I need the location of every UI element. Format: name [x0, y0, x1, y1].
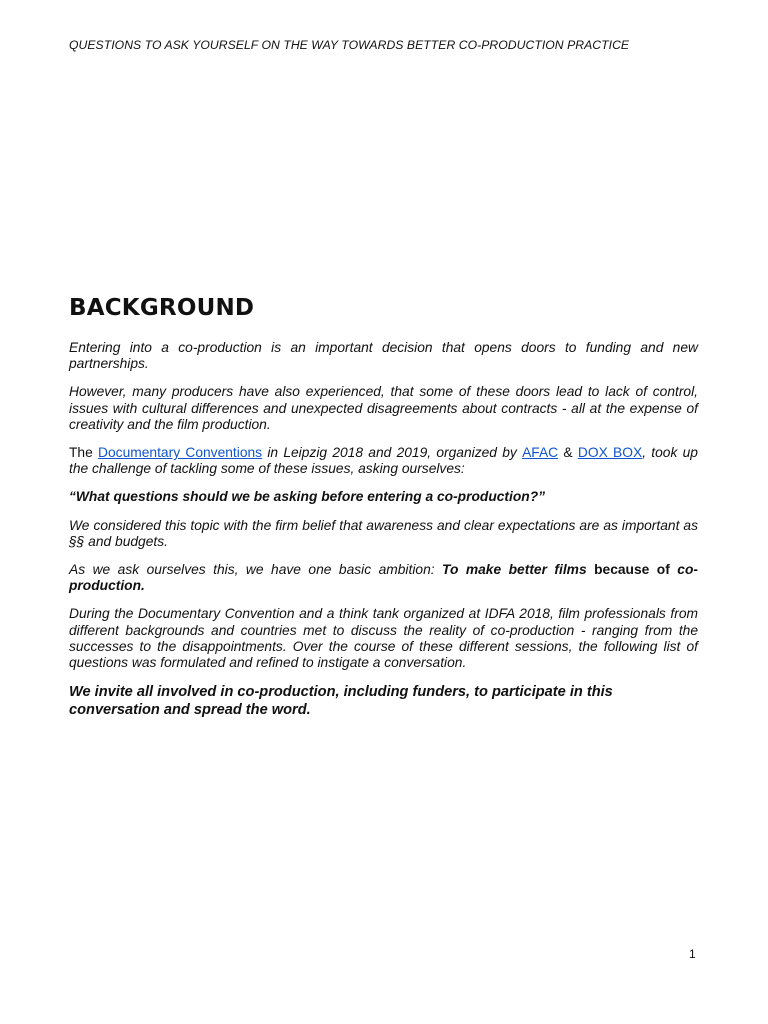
- running-header: QUESTIONS TO ASK YOURSELF ON THE WAY TOWARDS BETTER CO-PRODUCTION PRACTICE: [69, 38, 630, 52]
- paragraph-intro: Entering into a co-production is an important decision that opens doors to funding and new partnerships.: [69, 340, 698, 372]
- ambition-bold-3: co-production.: [69, 562, 698, 594]
- paragraph-conventions-mid: in Leipzig 2018 and 2019, organized by: [262, 445, 523, 461]
- afac-link[interactable]: AFAC: [522, 445, 559, 461]
- ambition-bold-1: To make better films: [442, 562, 587, 578]
- section-heading: BACKGROUND: [69, 295, 255, 321]
- page-number: 1: [689, 947, 696, 961]
- paragraph-belief: We considered this topic with the firm belief that awareness and clear expectations are as important as §§ and budgets.: [69, 517, 698, 549]
- paragraph-ambition-lead: As we ask ourselves this, we have one basic ambition:: [69, 562, 443, 578]
- paragraph-conventions: [69, 445, 698, 477]
- paragraph-conventions-lead: The: [69, 445, 99, 461]
- closing-invitation: We invite all involved in co-production, including funders, to participate in this conversation and spread the word.: [69, 684, 613, 719]
- ambition-bold-2: because of: [586, 562, 670, 578]
- paragraph-conventions-tail: , took up the challenge of tackling some of these issues, asking ourselves:: [69, 445, 698, 477]
- documentary-conventions-link[interactable]: Documentary Conventions: [98, 445, 263, 461]
- main-content: [69, 292, 698, 731]
- paragraph-experience: However, many producers have also experienced, that some of these doors lead to lack of control, issues with cultural differences and unexpected disagreements about contracts - all at the expense of creativity and the film production.: [69, 384, 698, 432]
- paragraph-think-tank: During the Documentary Convention and a think tank organized at IDFA 2018, film professionals from different backgrounds and countries met to discuss the reality of co-production - ranging from the successes to the disappointments. Over the course of these different sessions, the following list of questions was formulated and refined to instigate a conversation.: [69, 606, 698, 671]
- paragraph-ambition: [69, 562, 698, 594]
- key-question: “What questions should we be asking before entering a co-production?”: [69, 489, 546, 505]
- dox-box-link[interactable]: DOX BOX: [577, 445, 643, 461]
- ampersand: &: [558, 445, 578, 461]
